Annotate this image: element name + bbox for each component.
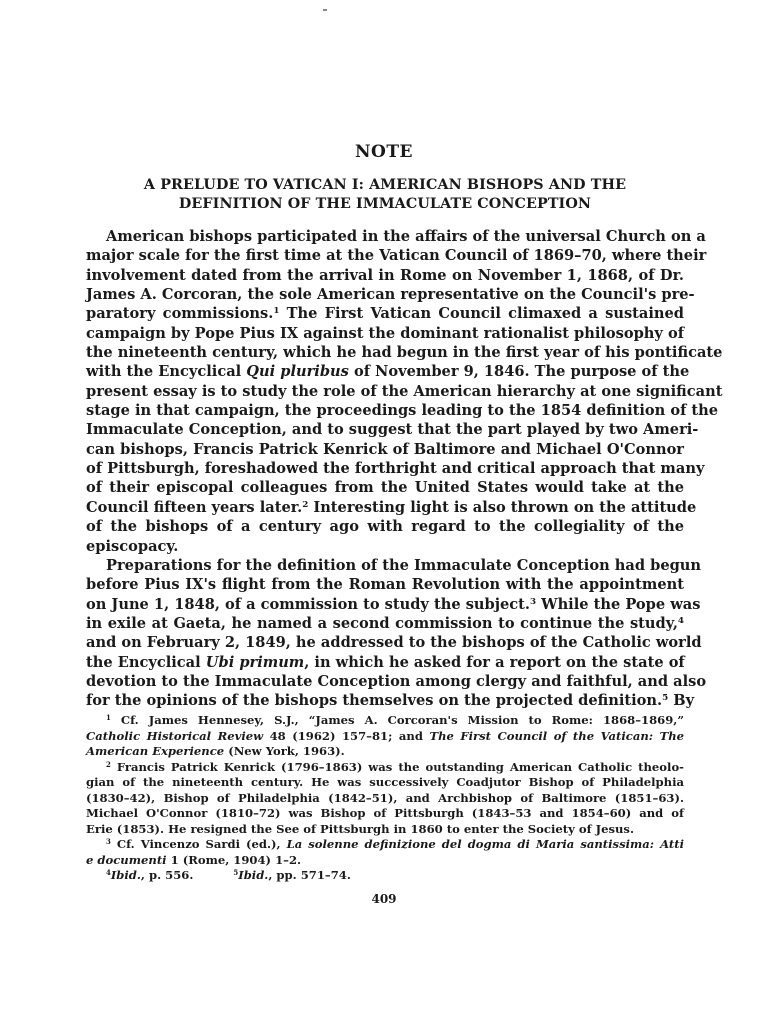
body-line: present essay is to study the role of the American hierarchy at one significant: [86, 382, 723, 400]
footnote-ref: 3: [530, 596, 537, 607]
footnote-1: American Experience (New York, 1963).: [86, 744, 345, 759]
section-label: NOTE: [355, 142, 413, 162]
footnote-2: Michael O'Connor (1810–72) was Bishop of Pittsburgh (1843–53 and 1854–60) and of: [86, 806, 684, 821]
body-line: of the bishops of a century ago with regard to the collegiality of the: [86, 518, 684, 536]
body-line: the Encyclical Ubi primum, in which he asked for a report on the state of: [86, 653, 685, 671]
footnote-2: Erie (1853). He resigned the See of Pittsburgh in 1860 to enter the Society of Jesus.: [86, 821, 634, 836]
body-line: the nineteenth century, which he had begun in the first year of his pontificate: [86, 344, 723, 362]
body-line: with the Encyclical Qui pluribus of November 9, 1846. The purpose of the: [86, 363, 690, 381]
title-line-2: DEFINITION OF THE IMMACULATE CONCEPTION: [178, 196, 592, 212]
footnote-3: e documenti 1 (Rome, 1904) 1–2.: [86, 852, 302, 867]
body-line: of Pittsburgh, foreshadowed the forthright and critical approach that many: [86, 460, 705, 478]
footnote-1: Catholic Historical Review 48 (1962) 157–81; and The First Council of the Vatican: The: [86, 728, 685, 743]
footnote-ref: 5: [662, 693, 669, 704]
footnote-3: $^3$ Cf. Vincenzo Sardi (ed.), La solenne definizione del dogma di Maria santissima: Atti: [106, 837, 684, 852]
body-line: for the opinions of the bishops themselves on the projected definition.$^5$ By: [86, 692, 695, 710]
body-line: major scale for the first time at the Vatican Council of 1869–70, where their: [86, 247, 707, 265]
scan-speck: [323, 9, 327, 11]
body-line: involvement dated from the arrival in Rome on November 1, 1868, of Dr.: [86, 266, 684, 284]
page-number: 409: [371, 892, 397, 906]
body-line: paratory commissions.$^1$ The First Vatican Council climaxed a sustained: [86, 305, 684, 323]
footnotes: [86, 713, 684, 884]
footnote-ref: 2: [302, 500, 309, 510]
body-line: episcopacy.: [86, 537, 179, 555]
footnotes-4-5: $^4$Ibid., p. 556. $^5$Ibid., pp. 571–74.: [106, 868, 351, 883]
body-line: can bishops, Francis Patrick Kenrick of Baltimore and Michael O'Connor: [86, 440, 684, 458]
body-line: Immaculate Conception, and to suggest that the part played by two Ameri-: [86, 421, 699, 439]
body-line: in exile at Gaeta, he named a second commission to continue the study,$^4$: [86, 614, 684, 632]
body-line: devotion to the Immaculate Conception among clergy and faithful, and also: [86, 672, 707, 690]
footnote-ref: 1: [273, 306, 280, 317]
body-line: of their episcopal colleagues from the United States would take at the: [86, 479, 684, 497]
body-line: Council fifteen years later.$^2$ Interesting light is also thrown on the attitude: [86, 498, 697, 516]
footnote-1: $^1$ Cf. James Hennesey, S.J., “James A. Corcoran's Mission to Rome: 1868–1869,”: [106, 713, 684, 727]
body-line: campaign by Pope Pius IX against the dominant rationalist philosophy of: [86, 324, 684, 342]
body-line: American bishops participated in the affairs of the universal Church on a: [106, 228, 706, 245]
body-line: and on February 2, 1849, he addressed to the bishops of the Catholic world: [86, 634, 702, 652]
article-body: [86, 227, 723, 711]
footnote-2: gian of the nineteenth century. He was successively Coadjutor Bishop of Philadelphia: [86, 775, 684, 790]
footnote-2: (1830–42), Bishop of Philadelphia (1842–51), and Archbishop of Baltimore (1851–63).: [86, 790, 684, 805]
body-line: on June 1, 1848, of a commission to study the subject.$^3$ While the Pope was: [86, 595, 701, 613]
body-line: stage in that campaign, the proceedings leading to the 1854 definition of the: [86, 402, 719, 420]
body-line: Preparations for the definition of the Immaculate Conception had begun: [106, 556, 702, 574]
footnote-ref: 4: [677, 616, 684, 627]
article-title: [86, 176, 684, 214]
body-line: before Pius IX's flight from the Roman Revolution with the appointment: [86, 576, 684, 594]
footnote-2: $^2$ Francis Patrick Kenrick (1796–1863) was the outstanding American Catholic theolo-: [106, 759, 684, 774]
encyclical-title: Qui pluribus: [246, 363, 349, 381]
body-line: James A. Corcoran, the sole American representative on the Council's pre-: [86, 286, 695, 304]
encyclical-title: Ubi primum: [205, 653, 305, 671]
title-line-1: A PRELUDE TO VATICAN I: AMERICAN BISHOPS AND THE: [143, 177, 627, 193]
